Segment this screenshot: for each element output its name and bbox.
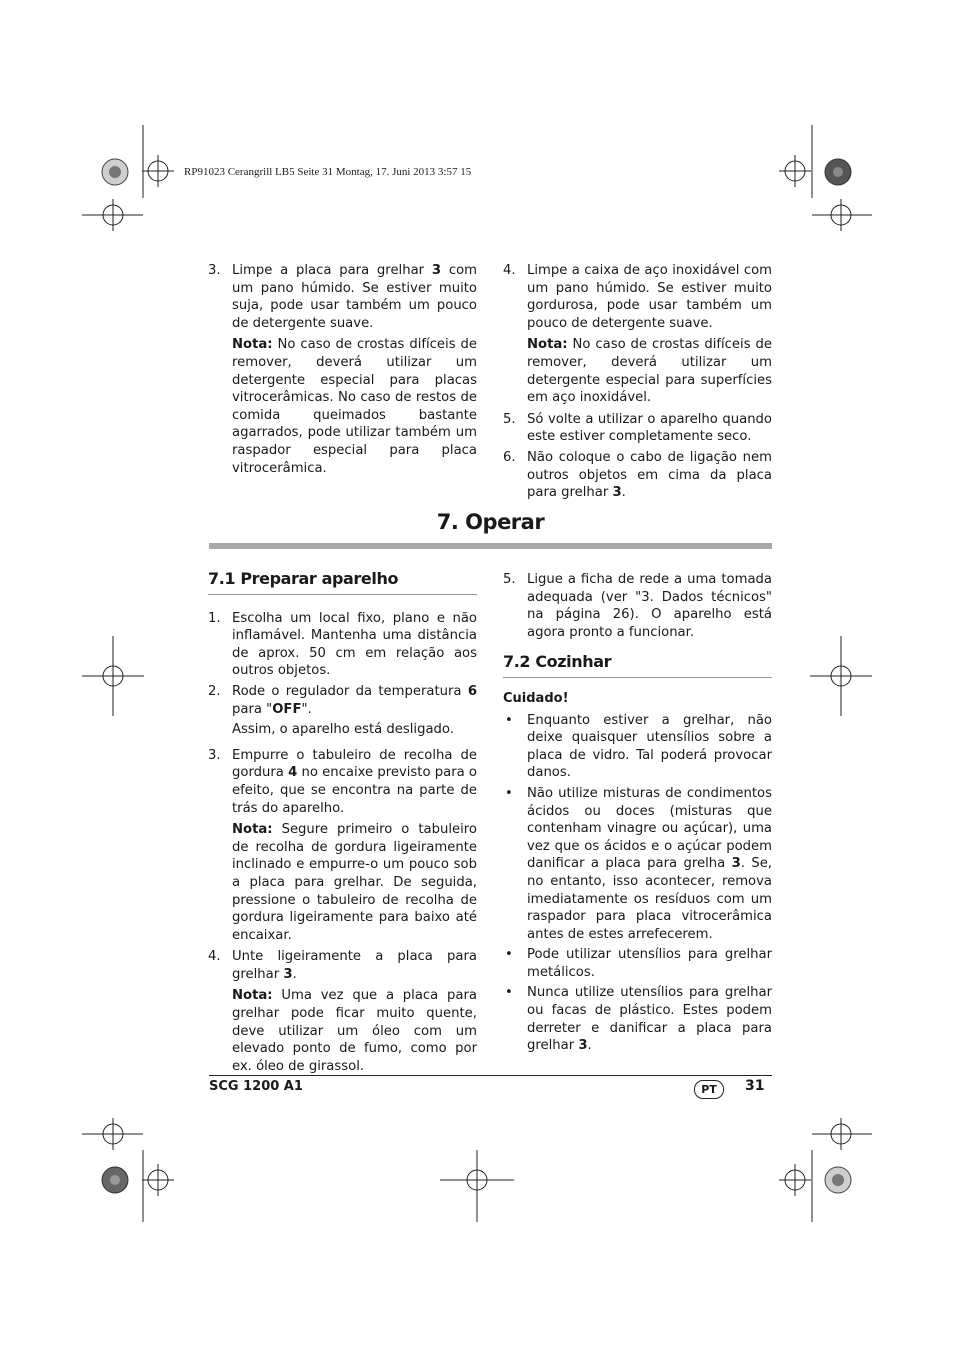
footer-rule bbox=[209, 1075, 772, 1076]
section-rule bbox=[209, 543, 772, 549]
list-item: 6. Não coloque o cabo de ligação nem outros objetos em cima da placa para grelhar 3. bbox=[503, 449, 772, 501]
page-number: 31 bbox=[745, 1078, 765, 1094]
note: Nota: No caso de crostas difíceis de remover, deverá utilizar um detergente especial para placas vitrocerâmicas. No caso de restos de comida queimados bastante agarrados, pode utilizar também um raspador especial para placa vitrocerâmica. bbox=[232, 337, 477, 476]
note: Nota: No caso de crostas difíceis de remover, deverá utilizar um detergente especial para superfícies em aço inoxidável. bbox=[527, 337, 772, 406]
note: Nota: Uma vez que a placa para grelhar pode ficar muito quente, deve utilizar um óleo com um elevado ponto de fumo, como por ex. óleo de girassol. bbox=[232, 988, 477, 1074]
top-right-column bbox=[503, 262, 772, 505]
left-column bbox=[208, 570, 477, 1079]
list-item: 1. Escolha um local fixo, plano e não inflamável. Mantenha uma distância de aprox. 50 cm em relação aos outros objetos. bbox=[208, 610, 477, 679]
note: Nota: Segure primeiro o tabuleiro de recolha de gordura ligeiramente inclinado e empurre-o um pouco sob a placa para grelhar. De seguida, pressione o tabuleiro de recolha de gordura ligeiramente para baixo até encaixar. bbox=[232, 822, 477, 943]
section-title: 7. Operar bbox=[436, 510, 545, 534]
subsection-rule bbox=[503, 677, 772, 678]
caution-label: Cuidado! bbox=[503, 690, 569, 706]
subsection-rule bbox=[208, 594, 477, 595]
list-item: • Não utilize misturas de condimentos ácidos ou doces (misturas que contenham vinagre ou açúcar), uma vez que os ácidos e o açúcar podem danificar a placa para grelha 3. Se, no entanto, isso acontecer, remova imediatamente os resíduos com um raspador para placa vitrocerâmica antes de estes arrefecerem. bbox=[505, 785, 773, 942]
list-item: 4. Limpe a caixa de aço inoxidável com um pano húmido. Se estiver muito gordurosa, pode usar também um pouco de detergente suave. bbox=[503, 263, 772, 331]
subsection-heading: 7.1 Preparar aparelho bbox=[208, 569, 399, 588]
list-item: 3. Empurre o tabuleiro de recolha de gordura 4 no encaixe previsto para o efeito, que se encontra na parte de trás do aparelho. bbox=[208, 747, 477, 816]
subsection-heading: 7.2 Cozinhar bbox=[503, 652, 612, 672]
list-item: 2. Rode o regulador da temperatura 6 para "OFF". bbox=[208, 683, 477, 717]
footer-model: SCG 1200 A1 bbox=[209, 1079, 303, 1094]
right-column bbox=[503, 571, 772, 1058]
list-item: 4. Unte ligeiramente a placa para grelhar 3. bbox=[208, 949, 477, 982]
print-slug: RP91023 Cerangrill LB5 Seite 31 Montag, 17. Juni 2013 3:57 15 bbox=[184, 166, 472, 178]
list-item: 5. Só volte a utilizar o aparelho quando este estiver completamente seco. bbox=[503, 411, 772, 445]
list-item: 3. Limpe a placa para grelhar 3 com um pano húmido. Se estiver muito suja, pode usar também um pouco de detergente suave. bbox=[208, 263, 477, 331]
list-item: • Nunca utilize utensílios para grelhar ou facas de plástico. Estes podem derreter e danificar a placa para grelhar 3. bbox=[505, 985, 772, 1054]
top-left-column bbox=[208, 262, 477, 481]
list-item: 5. Ligue a ficha de rede a uma tomada adequada (ver "3. Dados técnicos" na página 26). O aparelho está agora pronto a funcionar. bbox=[503, 572, 772, 640]
list-item: • Enquanto estiver a grelhar, não deixe quaisquer utensílios sobre a placa de vidro. Tal poderá provocar danos. bbox=[505, 712, 772, 781]
note-label: Nota: bbox=[232, 337, 273, 353]
paragraph: Assim, o aparelho está desligado. bbox=[232, 722, 454, 738]
language-badge: PT bbox=[694, 1080, 724, 1099]
list-item: • Pode utilizar utensílios para grelhar metálicos. bbox=[505, 947, 772, 980]
item-number: 3. bbox=[208, 263, 221, 278]
